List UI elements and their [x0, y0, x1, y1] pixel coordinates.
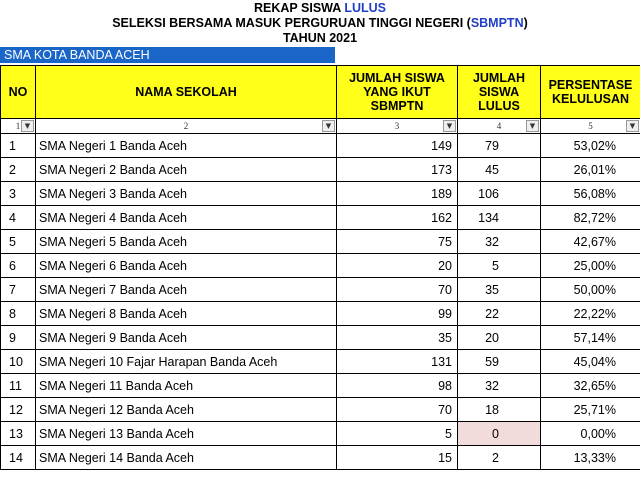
cell-jumlah-lulus: 2 — [458, 446, 541, 470]
table-row — [1, 446, 640, 470]
region-subtitle: SMA KOTA BANDA ACEH — [0, 47, 335, 63]
col-header-jumlah-lulus-label: JUMLAH SISWA LULUS — [472, 71, 526, 113]
title2-suffix: ) — [523, 16, 528, 30]
col-header-persentase-label: PERSENTASE KELULUSAN — [548, 78, 633, 106]
col-header-jumlah-ikut — [337, 66, 458, 119]
col-header-nama-sekolah: NAMA SEKOLAH — [36, 66, 337, 119]
cell-jumlah-lulus: 32 — [458, 374, 541, 398]
table-row — [1, 374, 640, 398]
table-row — [1, 158, 640, 182]
col-index-1: 1 — [15, 121, 21, 131]
col-index-4: 4 — [496, 121, 502, 131]
col-header-jumlah-lulus — [458, 66, 541, 119]
cell-jumlah-ikut: 70 — [337, 398, 458, 422]
cell-no: 1 — [1, 134, 36, 158]
cell-school-name: SMA Negeri 1 Banda Aceh — [36, 134, 337, 158]
cell-no: 12 — [1, 398, 36, 422]
cell-persentase: 0,00% — [541, 422, 640, 446]
title2-prefix: SELEKSI BERSAMA MASUK PERGURUAN TINGGI NEGERI ( — [112, 16, 471, 30]
cell-jumlah-ikut: 70 — [337, 278, 458, 302]
col-header-jumlah-ikut-label: JUMLAH SISWA YANG IKUT SBMPTN — [349, 71, 445, 113]
cell-jumlah-ikut: 5 — [337, 422, 458, 446]
cell-no: 10 — [1, 350, 36, 374]
title2-highlight: SBMPTN — [470, 16, 524, 30]
cell-persentase: 53,02% — [541, 134, 640, 158]
cell-school-name: SMA Negeri 2 Banda Aceh — [36, 158, 337, 182]
cell-no: 5 — [1, 230, 36, 254]
cell-jumlah-ikut: 149 — [337, 134, 458, 158]
filter-cell-2 — [36, 119, 337, 134]
cell-jumlah-ikut: 98 — [337, 374, 458, 398]
cell-persentase: 42,67% — [541, 230, 640, 254]
cell-jumlah-lulus: 45 — [458, 158, 541, 182]
table-row — [1, 278, 640, 302]
filter-cell-5 — [541, 119, 640, 134]
cell-school-name: SMA Negeri 13 Banda Aceh — [36, 422, 337, 446]
cell-no: 3 — [1, 182, 36, 206]
filter-cell-1 — [1, 119, 36, 134]
cell-no: 13 — [1, 422, 36, 446]
cell-jumlah-lulus: 5 — [458, 254, 541, 278]
cell-persentase: 82,72% — [541, 206, 640, 230]
cell-school-name: SMA Negeri 8 Banda Aceh — [36, 302, 337, 326]
col-index-2: 2 — [183, 121, 189, 131]
table-row — [1, 326, 640, 350]
table-row — [1, 206, 640, 230]
cell-jumlah-ikut: 35 — [337, 326, 458, 350]
table-row — [1, 182, 640, 206]
cell-persentase: 26,01% — [541, 158, 640, 182]
col-index-5: 5 — [588, 121, 593, 131]
cell-jumlah-ikut: 162 — [337, 206, 458, 230]
cell-no: 4 — [1, 206, 36, 230]
cell-persentase: 25,71% — [541, 398, 640, 422]
col-index-3: 3 — [394, 121, 400, 131]
cell-school-name: SMA Negeri 7 Banda Aceh — [36, 278, 337, 302]
cell-no: 9 — [1, 326, 36, 350]
cell-jumlah-lulus: 106 — [458, 182, 541, 206]
cell-school-name: SMA Negeri 4 Banda Aceh — [36, 206, 337, 230]
cell-jumlah-ikut: 131 — [337, 350, 458, 374]
cell-jumlah-ikut: 99 — [337, 302, 458, 326]
cell-no: 2 — [1, 158, 36, 182]
cell-school-name: SMA Negeri 5 Banda Aceh — [36, 230, 337, 254]
cell-jumlah-lulus: 18 — [458, 398, 541, 422]
filter-dropdown-icon[interactable]: ▼ — [21, 120, 34, 132]
table-row — [1, 350, 640, 374]
cell-no: 14 — [1, 446, 36, 470]
filter-cell-3 — [337, 119, 458, 134]
title-prefix: REKAP SISWA — [254, 1, 345, 15]
cell-jumlah-ikut: 20 — [337, 254, 458, 278]
cell-no: 8 — [1, 302, 36, 326]
cell-persentase: 50,00% — [541, 278, 640, 302]
table-row — [1, 254, 640, 278]
title-highlight: LULUS — [344, 1, 386, 15]
cell-school-name: SMA Negeri 3 Banda Aceh — [36, 182, 337, 206]
cell-school-name: SMA Negeri 11 Banda Aceh — [36, 374, 337, 398]
filter-cell-4 — [458, 119, 541, 134]
cell-jumlah-ikut: 189 — [337, 182, 458, 206]
cell-jumlah-lulus: 0 — [458, 422, 541, 446]
report-title-line3: TAHUN 2021 — [282, 31, 358, 45]
cell-jumlah-lulus: 32 — [458, 230, 541, 254]
cell-persentase: 13,33% — [541, 446, 640, 470]
table-row — [1, 230, 640, 254]
cell-persentase: 56,08% — [541, 182, 640, 206]
table-row — [1, 134, 640, 158]
cell-school-name: SMA Negeri 9 Banda Aceh — [36, 326, 337, 350]
table-row — [1, 422, 640, 446]
cell-jumlah-lulus: 22 — [458, 302, 541, 326]
cell-school-name: SMA Negeri 12 Banda Aceh — [36, 398, 337, 422]
table-row — [1, 302, 640, 326]
col-header-persentase — [541, 66, 640, 119]
cell-school-name: SMA Negeri 6 Banda Aceh — [36, 254, 337, 278]
filter-dropdown-icon[interactable]: ▼ — [322, 120, 335, 132]
cell-jumlah-ikut: 173 — [337, 158, 458, 182]
cell-school-name: SMA Negeri 10 Fajar Harapan Banda Aceh — [36, 350, 337, 374]
cell-jumlah-lulus: 20 — [458, 326, 541, 350]
cell-persentase: 25,00% — [541, 254, 640, 278]
report-title-line2 — [0, 16, 640, 30]
cell-jumlah-lulus: 35 — [458, 278, 541, 302]
filter-dropdown-icon[interactable]: ▼ — [443, 120, 456, 132]
cell-jumlah-ikut: 75 — [337, 230, 458, 254]
cell-persentase: 57,14% — [541, 326, 640, 350]
cell-no: 6 — [1, 254, 36, 278]
cell-persentase: 32,65% — [541, 374, 640, 398]
filter-dropdown-icon[interactable]: ▼ — [626, 120, 639, 132]
cell-school-name: SMA Negeri 14 Banda Aceh — [36, 446, 337, 470]
cell-no: 7 — [1, 278, 36, 302]
school-results-table — [0, 65, 640, 470]
table-row — [1, 398, 640, 422]
col-header-no: NO — [1, 66, 36, 119]
report-title-line1 — [0, 1, 640, 15]
cell-persentase: 45,04% — [541, 350, 640, 374]
filter-dropdown-icon[interactable]: ▼ — [526, 120, 539, 132]
cell-jumlah-lulus: 79 — [458, 134, 541, 158]
cell-jumlah-ikut: 15 — [337, 446, 458, 470]
cell-no: 11 — [1, 374, 36, 398]
cell-jumlah-lulus: 134 — [458, 206, 541, 230]
cell-persentase: 22,22% — [541, 302, 640, 326]
cell-jumlah-lulus: 59 — [458, 350, 541, 374]
